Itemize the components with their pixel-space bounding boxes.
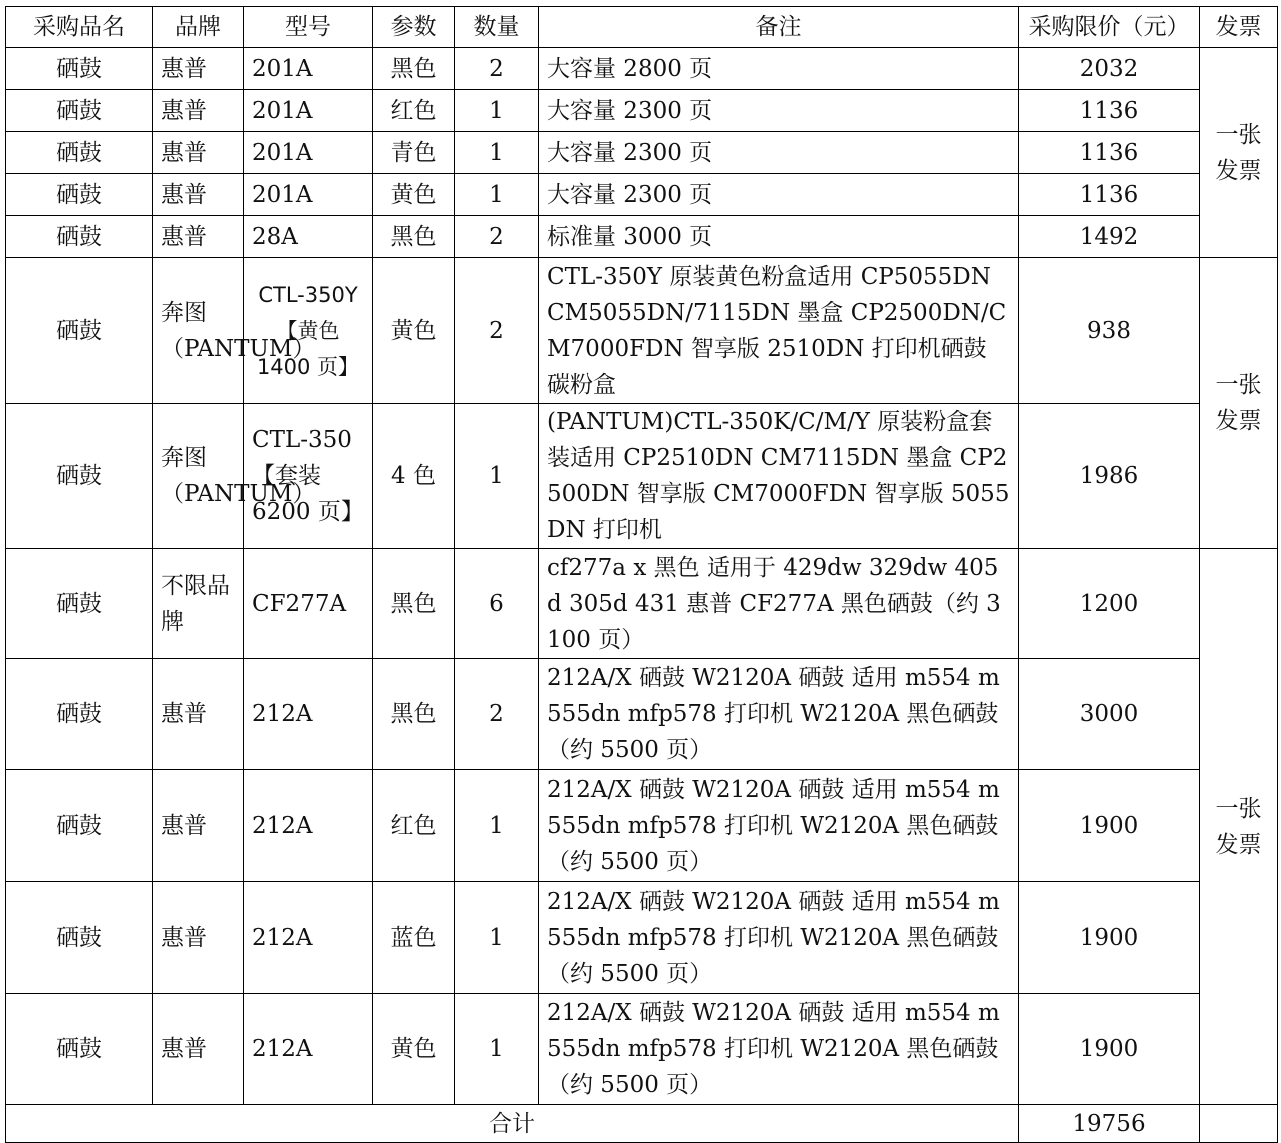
cell-brand: 奔图（PANTUM） [153,258,244,404]
cell-model: 212A [244,659,373,770]
cell-model: CTL-350【套装 6200 页】 [244,404,373,549]
cell-qty: 1 [455,994,539,1105]
total-value: 19756 [1019,1105,1200,1143]
table-row [6,174,1278,216]
cell-brand: 惠普 [153,994,244,1105]
cell-qty: 1 [455,132,539,174]
cell-model: 212A [244,882,373,994]
table-row [6,48,1278,90]
cell-name: 硒鼓 [6,90,153,132]
cell-note: (PANTUM)CTL-350K/C/M/Y 原装粉盒套装适用 CP2510DN CM7115DN 墨盒 CP2500DN 智享版 CM7000FDN 智享版 5055DN 打印机 [539,404,1019,549]
cell-model: 212A [244,770,373,882]
cell-model: 201A [244,132,373,174]
cell-brand: 惠普 [153,216,244,258]
cell-qty: 6 [455,549,539,659]
cell-brand: 惠普 [153,659,244,770]
table-row [6,770,1278,882]
table-row [6,404,1278,549]
cell-price: 1200 [1019,549,1200,659]
cell-name: 硒鼓 [6,404,153,549]
cell-name: 硒鼓 [6,132,153,174]
cell-price: 1492 [1019,216,1200,258]
cell-name: 硒鼓 [6,258,153,404]
table-row [6,90,1278,132]
header-cell-brand: 品牌 [153,7,244,48]
cell-param: 青色 [373,132,455,174]
cell-model: 212A [244,994,373,1105]
cell-name: 硒鼓 [6,994,153,1105]
cell-brand: 惠普 [153,174,244,216]
header-row [6,7,1278,48]
cell-param: 黑色 [373,549,455,659]
cell-qty: 2 [455,258,539,404]
cell-brand: 惠普 [153,882,244,994]
table-row [6,258,1278,404]
cell-model: 201A [244,48,373,90]
cell-qty: 1 [455,174,539,216]
cell-name: 硒鼓 [6,770,153,882]
cell-brand: 不限品牌 [153,549,244,659]
cell-name: 硒鼓 [6,549,153,659]
total-label: 合计 [6,1105,1019,1143]
cell-note: cf277a x 黑色 适用于 429dw 329dw 405d 305d 431 惠普 CF277A 黑色硒鼓（约 3100 页） [539,549,1019,659]
cell-name: 硒鼓 [6,216,153,258]
cell-param: 黑色 [373,48,455,90]
cell-model: 201A [244,174,373,216]
cell-model: 201A [244,90,373,132]
cell-qty: 1 [455,882,539,994]
cell-param: 黄色 [373,994,455,1105]
table-row [6,549,1278,659]
cell-param: 黑色 [373,216,455,258]
cell-price: 938 [1019,258,1200,404]
cell-model: CF277A [244,549,373,659]
header-cell-qty: 数量 [455,7,539,48]
cell-param: 黄色 [373,174,455,216]
cell-note: CTL-350Y 原装黄色粉盒适用 CP5055DN CM5055DN/7115DN 墨盒 CP2500DN/CM7000FDN 智享版 2510DN 打印机硒鼓 碳粉盒 [539,258,1019,404]
cell-qty: 1 [455,404,539,549]
cell-note: 大容量 2800 页 [539,48,1019,90]
cell-name: 硒鼓 [6,174,153,216]
cell-brand: 奔图（PANTUM） [153,404,244,549]
table-row [6,882,1278,994]
cell-note: 标准量 3000 页 [539,216,1019,258]
cell-param: 红色 [373,90,455,132]
total-invoice-empty [1200,1105,1278,1143]
cell-qty: 1 [455,90,539,132]
cell-note: 大容量 2300 页 [539,132,1019,174]
header-cell-note: 备注 [539,7,1019,48]
cell-price: 1986 [1019,404,1200,549]
cell-invoice-group-2: 一张发票 [1200,258,1278,549]
cell-name: 硒鼓 [6,659,153,770]
cell-note: 212A/X 硒鼓 W2120A 硒鼓 适用 m554 m555dn mfp578 打印机 W2120A 黑色硒鼓（约 5500 页） [539,770,1019,882]
cell-brand: 惠普 [153,48,244,90]
cell-note: 212A/X 硒鼓 W2120A 硒鼓 适用 m554 m555dn mfp578 打印机 W2120A 黑色硒鼓（约 5500 页） [539,882,1019,994]
procurement-table [5,6,1278,1143]
cell-param: 黑色 [373,659,455,770]
header-cell-invoice: 发票 [1200,7,1278,48]
cell-price: 1136 [1019,174,1200,216]
cell-param: 蓝色 [373,882,455,994]
cell-price: 1900 [1019,994,1200,1105]
cell-model: CTL-350Y【黄色 1400 页】 [244,258,373,404]
cell-brand: 惠普 [153,90,244,132]
cell-qty: 2 [455,659,539,770]
cell-price: 2032 [1019,48,1200,90]
table-row [6,994,1278,1105]
cell-note: 212A/X 硒鼓 W2120A 硒鼓 适用 m554 m555dn mfp578 打印机 W2120A 黑色硒鼓（约 5500 页） [539,659,1019,770]
cell-note: 大容量 2300 页 [539,174,1019,216]
table-row [6,216,1278,258]
cell-brand: 惠普 [153,770,244,882]
cell-invoice-group-3: 一张发票 [1200,549,1278,1105]
cell-note: 大容量 2300 页 [539,90,1019,132]
total-row [6,1105,1278,1143]
cell-qty: 2 [455,216,539,258]
header-cell-name: 采购品名 [6,7,153,48]
header-cell-price: 采购限价（元） [1019,7,1200,48]
cell-price: 1900 [1019,882,1200,994]
cell-model: 28A [244,216,373,258]
cell-price: 1136 [1019,90,1200,132]
header-cell-model: 型号 [244,7,373,48]
cell-brand: 惠普 [153,132,244,174]
cell-qty: 1 [455,770,539,882]
cell-price: 1900 [1019,770,1200,882]
cell-price: 1136 [1019,132,1200,174]
cell-price: 3000 [1019,659,1200,770]
cell-name: 硒鼓 [6,882,153,994]
cell-param: 黄色 [373,258,455,404]
cell-note: 212A/X 硒鼓 W2120A 硒鼓 适用 m554 m555dn mfp578 打印机 W2120A 黑色硒鼓（约 5500 页） [539,994,1019,1105]
cell-param: 4 色 [373,404,455,549]
header-cell-param: 参数 [373,7,455,48]
cell-param: 红色 [373,770,455,882]
table-row [6,132,1278,174]
table-row [6,659,1278,770]
cell-invoice-group-1: 一张发票 [1200,48,1278,258]
cell-name: 硒鼓 [6,48,153,90]
cell-qty: 2 [455,48,539,90]
